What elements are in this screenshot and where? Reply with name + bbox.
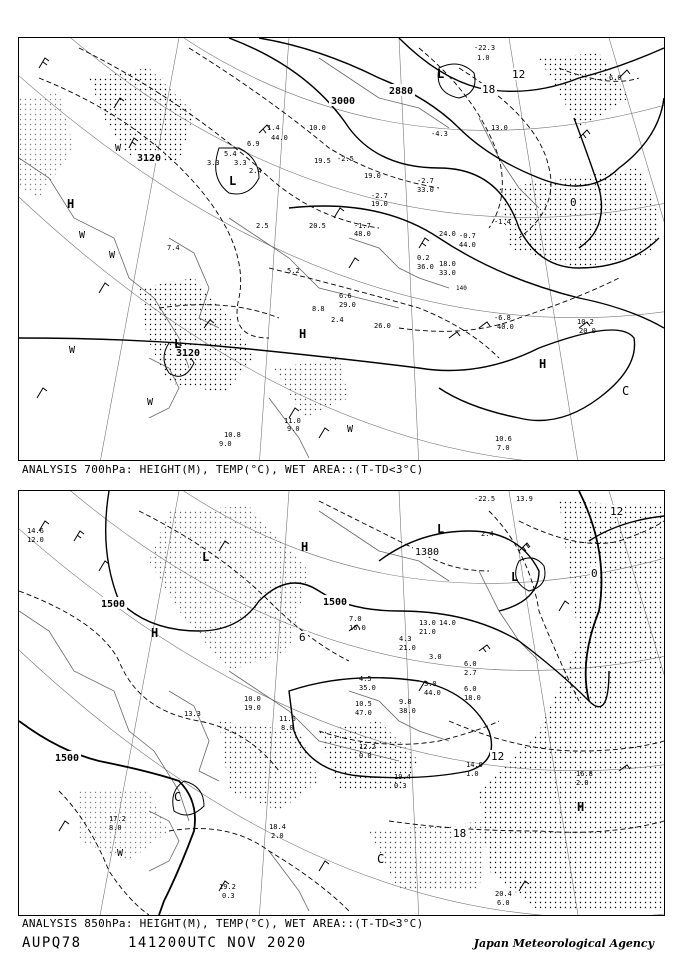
station-value: 35.0 [359, 684, 376, 692]
station-value: 9.0 [219, 440, 232, 448]
station-value: 6.9 [247, 140, 260, 148]
station-value: 1.0 [477, 54, 490, 62]
height-label: 3000 [331, 96, 356, 107]
station-value: 9.0 [287, 425, 300, 433]
station-value: 3.3 [234, 159, 247, 167]
station-value: 47.0 [355, 709, 372, 717]
warm-mark: W [117, 848, 124, 859]
station-value: 14.6 [27, 527, 44, 535]
station-value: 7.0 [349, 615, 362, 623]
station-value: -2.7 [371, 192, 388, 200]
agency-name: Japan Meteorological Agency [473, 937, 654, 950]
warm-mark: W [115, 143, 122, 154]
warm-mark: W [109, 250, 116, 261]
station-value: 48.0 [354, 230, 371, 238]
station-value: 4.5 [359, 675, 372, 683]
temp-label: 18 [482, 83, 496, 96]
high-mark: H [539, 357, 547, 371]
station-value: 1.4 [267, 124, 280, 132]
cold-mark: C [174, 790, 182, 804]
temp-label: 12 [512, 68, 526, 81]
station-value: 9.8 [399, 698, 412, 706]
station-value: 10.5 [355, 700, 372, 708]
height-label: 1500 [323, 597, 348, 608]
station-value: 0.2 [417, 254, 430, 262]
grid-label: 140 [456, 285, 467, 292]
station-value: 13.9 [516, 495, 533, 503]
station-value: 3.3 [207, 159, 220, 167]
station-value: 7.0 [497, 444, 510, 452]
station-value: 19.5 [314, 157, 331, 165]
height-label: 1500 [101, 599, 126, 610]
station-value: -2.7 [417, 177, 434, 185]
station-value: 10.8 [224, 431, 241, 439]
station-value: -0.7 [459, 232, 476, 240]
caption-700hpa: ANALYSIS 700hPa: HEIGHT(M), TEMP(°C), WET AREA::(T-TD<3°C) [22, 463, 424, 476]
station-value: 11.6 [279, 715, 296, 723]
station-value: 21.0 [419, 628, 436, 636]
warm-mark: W [347, 424, 354, 435]
station-value: 8.8 [312, 305, 325, 313]
station-value: 2.7 [464, 669, 477, 677]
low-mark: L [437, 67, 445, 81]
station-value: 6.6 [339, 292, 352, 300]
station-value: 6.0 [464, 660, 477, 668]
station-value: -1.4 [494, 218, 511, 226]
station-value: 21.0 [399, 644, 416, 652]
low-mark: L [174, 337, 182, 351]
station-value: 4.3 [399, 635, 412, 643]
station-value: 2.5 [256, 222, 269, 230]
temp-label: 18 [453, 827, 467, 840]
low-mark: L [511, 570, 519, 584]
station-value: 20.4 [495, 890, 512, 898]
station-value: 18.0 [439, 260, 456, 268]
station-value: 40.0 [497, 323, 514, 331]
warm-mark: W [79, 230, 86, 241]
station-value: 5.2 [287, 267, 300, 275]
station-value: 20.5 [309, 222, 326, 230]
station-value: 2.0 [576, 779, 589, 787]
station-value: 33.0 [439, 269, 456, 277]
high-mark: H [577, 800, 585, 814]
wet-area [19, 53, 659, 418]
low-mark: L [437, 522, 445, 536]
station-value: 12.2 [359, 743, 376, 751]
station-value: 2.4 [331, 316, 344, 324]
height-label: 3120 [137, 153, 162, 164]
station-value: 3.0 [429, 653, 442, 661]
high-mark: H [301, 540, 309, 554]
station-value: 14.0 [466, 761, 483, 769]
station-value: 6.0 [609, 74, 622, 82]
valid-time: 141200UTC NOV 2020 [128, 935, 307, 951]
station-value: 13.3 [184, 710, 201, 718]
caption-850hpa: ANALYSIS 850hPa: HEIGHT(M), TEMP(°C), WET AREA::(T-TD<3°C) [22, 917, 424, 930]
station-value: 5.4 [224, 150, 237, 158]
station-value: -6.8 [494, 314, 511, 322]
station-value: 6.0 [497, 899, 510, 907]
temp-label: 12 [610, 505, 624, 518]
temp-label: 12 [491, 750, 505, 763]
station-value: 16.8 [576, 770, 593, 778]
station-value: 19.0 [371, 200, 388, 208]
station-value: 44.0 [424, 689, 441, 697]
station-value: 19.4 [394, 773, 411, 781]
cold-mark: C [622, 384, 630, 398]
station-value: 13.0 [419, 619, 436, 627]
station-value: -22.3 [474, 44, 496, 52]
station-value: 10.0 [309, 124, 326, 132]
station-value: 2.0 [271, 832, 284, 840]
chart-code: AUPQ78 [22, 935, 82, 951]
station-value: 10.6 [495, 435, 512, 443]
station-value: 17.2 [109, 815, 126, 823]
station-value: 6.0 [464, 685, 477, 693]
station-value: 20.0 [579, 327, 596, 335]
station-value: 38.0 [399, 707, 416, 715]
station-value: 24.0 [439, 230, 456, 238]
station-value: 44.0 [271, 134, 288, 142]
low-mark: L [229, 174, 237, 188]
station-value: 18.4 [269, 823, 286, 831]
height-label: 3120 [176, 348, 201, 359]
coastline [19, 58, 539, 458]
station-value: 33.0 [417, 186, 434, 194]
station-value: 44.0 [459, 241, 476, 249]
station-value: 8.0 [109, 824, 122, 832]
station-value: 16.0 [349, 624, 366, 632]
high-mark: H [67, 197, 75, 211]
height-label: 1380 [415, 547, 440, 558]
temp-label: 6 [299, 631, 306, 644]
station-value: 0.3 [394, 782, 407, 790]
warm-mark: W [69, 345, 76, 356]
station-value: 12.0 [27, 536, 44, 544]
station-value: -2.5 [337, 155, 354, 163]
station-value: 0.3 [222, 892, 235, 900]
station-value: 2.4 [481, 530, 494, 538]
station-value: 26.0 [374, 322, 391, 330]
station-value: 29.0 [339, 301, 356, 309]
temp-label: 0 [591, 567, 598, 580]
chart-850hpa [18, 490, 665, 916]
high-mark: H [299, 327, 307, 341]
station-value: 10.0 [244, 695, 261, 703]
station-value: 8.0 [281, 724, 294, 732]
station-value: 0.0 [359, 752, 372, 760]
station-value: 13.0 [491, 124, 508, 132]
warm-mark: W [147, 397, 154, 408]
station-value: 19.0 [244, 704, 261, 712]
station-value: 36.0 [417, 263, 434, 271]
station-value: 19.0 [364, 172, 381, 180]
station-value: 18.0 [464, 694, 481, 702]
map-850hpa [19, 491, 664, 915]
station-value: 10.2 [577, 318, 594, 326]
station-value: -1.7 [354, 222, 371, 230]
station-value: -4.3 [431, 130, 448, 138]
station-value: 1.0 [466, 770, 479, 778]
station-value: 11.0 [284, 417, 301, 425]
cold-mark: C [377, 852, 385, 866]
station-value: 7.4 [167, 244, 180, 252]
low-mark: L [202, 550, 210, 564]
temp-label: 0 [570, 196, 577, 209]
high-mark: H [151, 626, 159, 640]
station-value: 14.0 [439, 619, 456, 627]
map-700hpa [19, 38, 664, 460]
station-value: 3.0 [424, 680, 437, 688]
station-value: 19.2 [219, 883, 236, 891]
height-label: 1500 [55, 753, 80, 764]
chart-700hpa [18, 37, 665, 461]
height-label: 2880 [389, 86, 414, 97]
station-value: 2.4 [249, 167, 262, 175]
station-value: -22.5 [474, 495, 496, 503]
